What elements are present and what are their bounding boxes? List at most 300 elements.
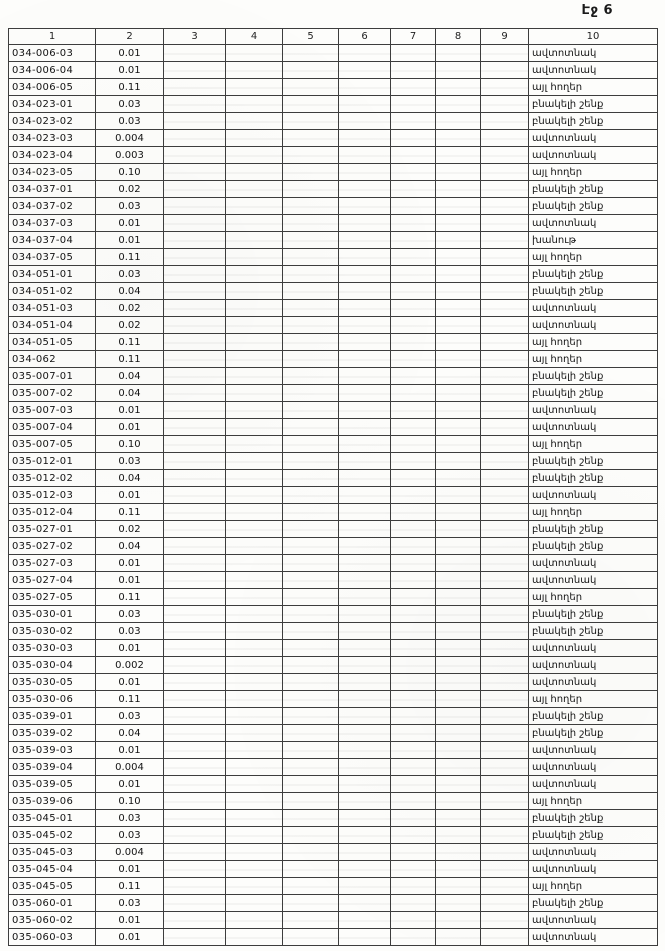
cell-empty — [481, 402, 529, 419]
cell-landuse-type: այլ հողեր — [529, 878, 658, 895]
cell-empty — [436, 742, 481, 759]
cell-parcel-code: 034-037-02 — [9, 198, 96, 215]
cell-empty — [391, 878, 436, 895]
table-row — [9, 487, 658, 504]
cell-empty — [436, 368, 481, 385]
cell-empty — [339, 113, 391, 130]
cell-empty — [164, 300, 226, 317]
cell-empty — [391, 861, 436, 878]
column-header: 4 — [226, 29, 283, 45]
cell-empty — [339, 776, 391, 793]
cell-area-value: 0.01 — [96, 640, 164, 657]
cell-empty — [283, 912, 339, 929]
cell-empty — [339, 708, 391, 725]
cell-empty — [164, 912, 226, 929]
cell-landuse-type: ավտոտնակ — [529, 759, 658, 776]
cell-empty — [436, 45, 481, 62]
table-row — [9, 181, 658, 198]
cell-empty — [481, 419, 529, 436]
cell-empty — [339, 793, 391, 810]
cell-empty — [226, 589, 283, 606]
cell-empty — [283, 861, 339, 878]
cell-parcel-code: 035-045-02 — [9, 827, 96, 844]
cell-empty — [226, 878, 283, 895]
cell-parcel-code: 034-037-03 — [9, 215, 96, 232]
cell-empty — [436, 300, 481, 317]
cell-empty — [283, 453, 339, 470]
cell-empty — [436, 844, 481, 861]
cell-empty — [481, 708, 529, 725]
cell-empty — [481, 351, 529, 368]
cell-empty — [481, 232, 529, 249]
cell-landuse-type: ավտոտնակ — [529, 640, 658, 657]
cell-landuse-type: բնակելի շենք — [529, 368, 658, 385]
cell-empty — [164, 572, 226, 589]
cell-empty — [283, 810, 339, 827]
cell-area-value: 0.01 — [96, 674, 164, 691]
cell-area-value: 0.01 — [96, 776, 164, 793]
cell-area-value: 0.11 — [96, 79, 164, 96]
cell-empty — [164, 164, 226, 181]
cell-empty — [164, 487, 226, 504]
table-row — [9, 929, 658, 946]
cell-empty — [391, 742, 436, 759]
cell-empty — [164, 504, 226, 521]
cell-empty — [339, 878, 391, 895]
cell-empty — [436, 266, 481, 283]
cell-empty — [164, 79, 226, 96]
cell-empty — [226, 759, 283, 776]
cell-empty — [436, 198, 481, 215]
cell-empty — [164, 215, 226, 232]
cell-landuse-type: ավտոտնակ — [529, 402, 658, 419]
cell-area-value: 0.04 — [96, 538, 164, 555]
cell-empty — [339, 181, 391, 198]
cell-parcel-code: 035-039-03 — [9, 742, 96, 759]
cell-area-value: 0.004 — [96, 130, 164, 147]
cell-area-value: 0.01 — [96, 62, 164, 79]
cell-parcel-code: 035-007-04 — [9, 419, 96, 436]
cell-landuse-type: բնակելի շենք — [529, 470, 658, 487]
cell-empty — [436, 164, 481, 181]
cell-parcel-code: 034-023-02 — [9, 113, 96, 130]
table-row — [9, 113, 658, 130]
table-row — [9, 623, 658, 640]
cell-landuse-type: ավտոտնակ — [529, 929, 658, 946]
cell-empty — [283, 538, 339, 555]
cell-empty — [339, 215, 391, 232]
cell-empty — [391, 691, 436, 708]
table-row — [9, 147, 658, 164]
cell-empty — [481, 742, 529, 759]
cell-empty — [481, 79, 529, 96]
table-row — [9, 657, 658, 674]
table-row — [9, 555, 658, 572]
cell-empty — [226, 606, 283, 623]
cell-empty — [226, 62, 283, 79]
cell-parcel-code: 035-030-05 — [9, 674, 96, 691]
cell-empty — [226, 96, 283, 113]
cell-landuse-type: բնակելի շենք — [529, 266, 658, 283]
cell-empty — [283, 504, 339, 521]
cell-area-value: 0.10 — [96, 164, 164, 181]
cell-empty — [481, 878, 529, 895]
cell-parcel-code: 034-023-03 — [9, 130, 96, 147]
table-row — [9, 198, 658, 215]
cell-empty — [391, 317, 436, 334]
cell-empty — [339, 334, 391, 351]
cell-empty — [481, 385, 529, 402]
cell-empty — [164, 96, 226, 113]
cell-parcel-code: 035-060-02 — [9, 912, 96, 929]
cell-empty — [481, 623, 529, 640]
cell-empty — [164, 742, 226, 759]
cadastre-table — [8, 28, 658, 946]
cell-empty — [283, 351, 339, 368]
cell-empty — [339, 266, 391, 283]
cell-parcel-code: 035-030-04 — [9, 657, 96, 674]
cell-empty — [481, 895, 529, 912]
cell-empty — [339, 249, 391, 266]
cell-empty — [283, 793, 339, 810]
cell-empty — [391, 640, 436, 657]
cell-area-value: 0.11 — [96, 691, 164, 708]
cell-empty — [283, 555, 339, 572]
cell-empty — [339, 45, 391, 62]
cell-area-value: 0.02 — [96, 317, 164, 334]
cell-empty — [226, 368, 283, 385]
cell-empty — [339, 912, 391, 929]
cell-empty — [164, 674, 226, 691]
cell-area-value: 0.01 — [96, 742, 164, 759]
cell-landuse-type: ավտոտնակ — [529, 147, 658, 164]
cell-landuse-type: բնակելի շենք — [529, 606, 658, 623]
cell-landuse-type: բնակելի շենք — [529, 895, 658, 912]
cell-empty — [164, 385, 226, 402]
cell-empty — [391, 334, 436, 351]
cell-empty — [481, 334, 529, 351]
cell-empty — [226, 402, 283, 419]
cell-empty — [283, 623, 339, 640]
header-row — [9, 29, 658, 45]
cell-empty — [481, 487, 529, 504]
cell-empty — [436, 283, 481, 300]
cell-empty — [436, 402, 481, 419]
cell-empty — [283, 878, 339, 895]
cell-empty — [481, 555, 529, 572]
cell-empty — [481, 725, 529, 742]
cell-empty — [481, 181, 529, 198]
table-row — [9, 674, 658, 691]
cell-empty — [164, 521, 226, 538]
cell-empty — [339, 589, 391, 606]
column-header: 9 — [481, 29, 529, 45]
cell-area-value: 0.11 — [96, 589, 164, 606]
cell-landuse-type: ավտոտնակ — [529, 215, 658, 232]
table-row — [9, 402, 658, 419]
cell-empty — [226, 283, 283, 300]
cell-area-value: 0.01 — [96, 487, 164, 504]
table-row — [9, 351, 658, 368]
cell-empty — [339, 810, 391, 827]
cell-empty — [436, 572, 481, 589]
cell-empty — [164, 113, 226, 130]
cell-empty — [339, 79, 391, 96]
column-header: 7 — [391, 29, 436, 45]
cell-empty — [283, 368, 339, 385]
cell-parcel-code: 035-045-01 — [9, 810, 96, 827]
cell-empty — [164, 368, 226, 385]
cell-landuse-type: բնակելի շենք — [529, 538, 658, 555]
cell-empty — [436, 419, 481, 436]
cell-empty — [391, 538, 436, 555]
cell-empty — [164, 691, 226, 708]
cell-parcel-code: 035-012-03 — [9, 487, 96, 504]
cell-empty — [436, 708, 481, 725]
cell-empty — [481, 572, 529, 589]
cell-empty — [283, 674, 339, 691]
table-row — [9, 249, 658, 266]
table-row — [9, 725, 658, 742]
cell-empty — [164, 419, 226, 436]
cell-empty — [164, 130, 226, 147]
cell-empty — [436, 640, 481, 657]
cell-empty — [164, 283, 226, 300]
cell-landuse-type: ավտոտնակ — [529, 912, 658, 929]
cell-empty — [283, 589, 339, 606]
cell-empty — [283, 215, 339, 232]
column-header: 8 — [436, 29, 481, 45]
table-row — [9, 861, 658, 878]
cell-empty — [481, 453, 529, 470]
cell-empty — [283, 96, 339, 113]
cell-empty — [283, 759, 339, 776]
cell-area-value: 0.01 — [96, 419, 164, 436]
cell-landuse-type: այլ հողեր — [529, 351, 658, 368]
cell-empty — [339, 130, 391, 147]
cell-landuse-type: ավտոտնակ — [529, 419, 658, 436]
cell-area-value: 0.11 — [96, 334, 164, 351]
cell-empty — [339, 300, 391, 317]
cell-landuse-type: բնակելի շենք — [529, 181, 658, 198]
cell-landuse-type: բնակելի շենք — [529, 453, 658, 470]
cell-empty — [436, 351, 481, 368]
cell-empty — [164, 266, 226, 283]
cell-empty — [391, 929, 436, 946]
cell-empty — [226, 215, 283, 232]
cell-empty — [283, 470, 339, 487]
cell-empty — [283, 640, 339, 657]
cell-area-value: 0.04 — [96, 385, 164, 402]
cell-empty — [391, 113, 436, 130]
table-row — [9, 759, 658, 776]
cell-empty — [164, 861, 226, 878]
cell-landuse-type: այլ հողեր — [529, 691, 658, 708]
table-row — [9, 776, 658, 793]
cell-parcel-code: 035-039-04 — [9, 759, 96, 776]
cell-empty — [283, 164, 339, 181]
cell-empty — [226, 317, 283, 334]
cell-empty — [481, 504, 529, 521]
cell-empty — [226, 521, 283, 538]
cell-empty — [339, 895, 391, 912]
cell-empty — [481, 691, 529, 708]
cell-empty — [164, 657, 226, 674]
cell-parcel-code: 035-039-01 — [9, 708, 96, 725]
cell-parcel-code: 034-051-01 — [9, 266, 96, 283]
cell-empty — [226, 861, 283, 878]
cell-empty — [391, 844, 436, 861]
table-row — [9, 62, 658, 79]
table-row — [9, 130, 658, 147]
cell-empty — [164, 640, 226, 657]
cell-parcel-code: 034-062 — [9, 351, 96, 368]
cell-empty — [481, 317, 529, 334]
cell-landuse-type: ավտոտնակ — [529, 45, 658, 62]
cell-empty — [436, 147, 481, 164]
table-row — [9, 368, 658, 385]
cell-empty — [226, 844, 283, 861]
cell-empty — [226, 912, 283, 929]
cell-area-value: 0.03 — [96, 453, 164, 470]
cell-empty — [436, 249, 481, 266]
cell-empty — [164, 623, 226, 640]
cell-empty — [436, 861, 481, 878]
cell-empty — [436, 929, 481, 946]
cell-area-value: 0.01 — [96, 402, 164, 419]
cell-empty — [436, 504, 481, 521]
cell-empty — [164, 351, 226, 368]
cell-empty — [391, 589, 436, 606]
cell-area-value: 0.04 — [96, 470, 164, 487]
cell-empty — [391, 708, 436, 725]
cell-empty — [436, 827, 481, 844]
cell-empty — [481, 538, 529, 555]
cell-empty — [283, 776, 339, 793]
cell-empty — [391, 827, 436, 844]
cell-empty — [436, 810, 481, 827]
cell-parcel-code: 035-012-04 — [9, 504, 96, 521]
cell-empty — [391, 45, 436, 62]
cell-area-value: 0.11 — [96, 878, 164, 895]
cell-empty — [391, 419, 436, 436]
cell-empty — [283, 62, 339, 79]
cell-empty — [283, 929, 339, 946]
cell-empty — [283, 249, 339, 266]
cell-parcel-code: 034-051-04 — [9, 317, 96, 334]
cell-empty — [339, 657, 391, 674]
table-row — [9, 300, 658, 317]
cell-landuse-type: այլ հողեր — [529, 79, 658, 96]
cell-empty — [283, 79, 339, 96]
cell-parcel-code: 035-039-06 — [9, 793, 96, 810]
cell-empty — [283, 300, 339, 317]
cell-landuse-type: ավտոտնակ — [529, 657, 658, 674]
cell-empty — [391, 147, 436, 164]
cell-landuse-type: բնակելի շենք — [529, 810, 658, 827]
table-row — [9, 79, 658, 96]
cell-empty — [339, 640, 391, 657]
cell-empty — [226, 232, 283, 249]
cell-empty — [164, 895, 226, 912]
table-row — [9, 232, 658, 249]
cell-area-value: 0.11 — [96, 249, 164, 266]
cell-parcel-code: 034-023-05 — [9, 164, 96, 181]
cell-parcel-code: 034-006-03 — [9, 45, 96, 62]
cell-empty — [226, 623, 283, 640]
cell-empty — [283, 45, 339, 62]
table-row — [9, 895, 658, 912]
cell-empty — [226, 742, 283, 759]
cell-empty — [481, 674, 529, 691]
cell-area-value: 0.03 — [96, 810, 164, 827]
cell-empty — [481, 283, 529, 300]
cell-parcel-code: 035-039-02 — [9, 725, 96, 742]
cell-empty — [283, 181, 339, 198]
cell-empty — [226, 164, 283, 181]
cell-empty — [283, 691, 339, 708]
table-row — [9, 266, 658, 283]
cell-empty — [339, 232, 391, 249]
cell-empty — [283, 266, 339, 283]
cell-area-value: 0.04 — [96, 368, 164, 385]
cell-parcel-code: 034-037-05 — [9, 249, 96, 266]
cell-empty — [164, 776, 226, 793]
cell-empty — [391, 198, 436, 215]
cell-area-value: 0.03 — [96, 198, 164, 215]
cell-landuse-type: այլ հողեր — [529, 249, 658, 266]
cell-area-value: 0.11 — [96, 351, 164, 368]
cell-landuse-type: ավտոտնակ — [529, 487, 658, 504]
cell-parcel-code: 035-030-02 — [9, 623, 96, 640]
table-row — [9, 96, 658, 113]
cell-parcel-code: 035-060-03 — [9, 929, 96, 946]
cell-landuse-type: ավտոտնակ — [529, 776, 658, 793]
cell-empty — [226, 266, 283, 283]
cell-parcel-code: 035-030-01 — [9, 606, 96, 623]
cell-parcel-code: 035-007-02 — [9, 385, 96, 402]
cell-empty — [391, 283, 436, 300]
cell-empty — [164, 810, 226, 827]
cell-area-value: 0.002 — [96, 657, 164, 674]
cell-empty — [391, 895, 436, 912]
cell-empty — [164, 181, 226, 198]
cell-empty — [481, 266, 529, 283]
cell-empty — [436, 793, 481, 810]
cell-landuse-type: ավտոտնակ — [529, 674, 658, 691]
cell-area-value: 0.004 — [96, 759, 164, 776]
cell-empty — [164, 402, 226, 419]
cell-empty — [391, 623, 436, 640]
cell-empty — [339, 538, 391, 555]
table-row — [9, 810, 658, 827]
cell-empty — [436, 215, 481, 232]
cell-empty — [436, 912, 481, 929]
cell-empty — [391, 657, 436, 674]
cell-empty — [391, 215, 436, 232]
cell-landuse-type: բնակելի շենք — [529, 521, 658, 538]
cell-empty — [164, 725, 226, 742]
cell-empty — [339, 827, 391, 844]
cell-empty — [339, 368, 391, 385]
table-row — [9, 470, 658, 487]
cell-parcel-code: 034-023-04 — [9, 147, 96, 164]
cell-empty — [339, 147, 391, 164]
cell-empty — [391, 912, 436, 929]
table-row — [9, 45, 658, 62]
cell-empty — [436, 113, 481, 130]
cell-area-value: 0.01 — [96, 929, 164, 946]
